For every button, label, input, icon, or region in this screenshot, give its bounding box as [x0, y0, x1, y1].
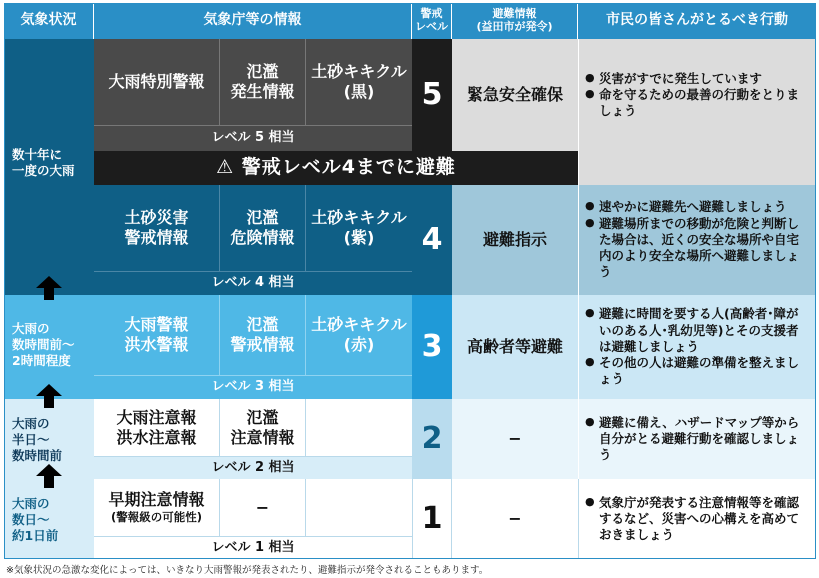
level1-info-subtitle: (警報級の可能性): [110, 510, 202, 525]
weather-level2: 大雨の 半日〜 数時間前: [12, 415, 63, 464]
level1-action-1: ● 気象庁が発表する注意情報等を確認するなど、災害への心構えを高めておきましょう: [585, 495, 808, 544]
level4-evacuation: 避難指示: [452, 185, 578, 295]
warning-band: ⚠ 警戒レベル4までに避難: [94, 151, 578, 185]
level5-action-2: ● 命を守るための最善の行動をとりましょう: [585, 87, 808, 120]
level4-action-1: ● 速やかに避難先へ避難しましょう: [585, 199, 808, 215]
level4-actions: [578, 185, 816, 295]
level4-info-kikikuru: 土砂キキクル (紫): [306, 185, 412, 271]
weather-level5: 数十年に 一度の大雨: [12, 146, 75, 178]
level4-sub-label: レベル 4 相当: [94, 271, 412, 295]
level1-evacuation: −: [452, 479, 578, 559]
level3-action-1: ● 避難に時間を要する人(高齢者･障がいのある人･乳幼児等)とその支援者は避難しましょう: [585, 306, 808, 355]
level2-actions: [578, 399, 816, 479]
footnote: ※気象状況の急激な変化によっては、いきなり大雨警報が発表されたり、避難指示が発令されることもあります。: [6, 565, 489, 576]
level1-actions: [578, 479, 816, 559]
level5-sub-label: レベル 5 相当: [94, 125, 412, 151]
level3-info-warnings: 大雨警報 洪水警報: [94, 295, 220, 375]
level2-info-advisories: 大雨注意報 洪水注意報: [94, 399, 220, 457]
level4-info-flood: 氾濫 危険情報: [220, 185, 306, 271]
level3-number: 3: [412, 295, 452, 399]
level5-evacuation: 緊急安全確保: [452, 39, 578, 151]
level3-evacuation: 高齢者等避難: [452, 295, 578, 399]
level4-number: 4: [412, 185, 452, 295]
header-jma-info: 気象庁等の情報: [94, 3, 412, 39]
level1-info-empty: [306, 479, 412, 537]
level2-sub-label: レベル 2 相当: [94, 457, 412, 479]
level1-sub-label: レベル 1 相当: [94, 537, 412, 559]
level1-number: 1: [412, 479, 452, 559]
level2-evacuation: −: [452, 399, 578, 479]
level2-info-empty: [306, 399, 412, 457]
band-right-filler: [578, 151, 816, 185]
level3-actions: [578, 295, 816, 399]
weather-level3: 大雨の 数時間前〜 2時間程度: [12, 320, 75, 369]
level3-sub-label: レベル 3 相当: [94, 375, 412, 399]
weather-level1: 大雨の 数日〜 約1日前: [12, 495, 59, 544]
header-evacuation: 避難情報 (益田市が発令): [452, 3, 578, 39]
level5-action-1: ● 災害がすでに発生しています: [585, 71, 808, 87]
level3-info-kikikuru: 土砂キキクル (赤): [306, 295, 412, 375]
up-arrow-icon: [35, 383, 63, 409]
level4-info-landslide: 土砂災害 警戒情報: [94, 185, 220, 271]
level5-actions: [578, 39, 816, 151]
level1-info-dash: −: [220, 479, 306, 537]
level5-info-special-warning: 大雨特別警報: [94, 39, 220, 125]
header-weather: 気象状況: [4, 3, 94, 39]
level5-info-kikikuru: 土砂キキクル (黒): [306, 39, 412, 125]
level5-info-flood: 氾濫 発生情報: [220, 39, 306, 125]
alert-level-table: [4, 3, 816, 559]
level4-action-2: ● 避難場所までの移動が危険と判断した場合は、近くの安全な場所や自宅内のより安全な場所へ避難しましょう: [585, 216, 808, 281]
level2-action-1: ● 避難に備え、ハザードマップ等から自分がとる避難行動を確認しましょう: [585, 415, 808, 464]
level2-info-flood: 氾濫 注意情報: [220, 399, 306, 457]
level3-action-2: ● その他の人は避難の準備を整えましょう: [585, 355, 808, 388]
header-level: 警戒 レベル: [412, 3, 452, 39]
level5-number: 5: [412, 39, 452, 151]
level1-info-title: 早期注意情報: [108, 490, 205, 510]
level1-info-early: [94, 479, 220, 537]
up-arrow-icon: [35, 463, 63, 489]
header-citizen-action: 市民の皆さんがとるべき行動: [578, 3, 816, 39]
up-arrow-icon: [35, 275, 63, 301]
level3-info-flood: 氾濫 警戒情報: [220, 295, 306, 375]
level2-number: 2: [412, 399, 452, 479]
